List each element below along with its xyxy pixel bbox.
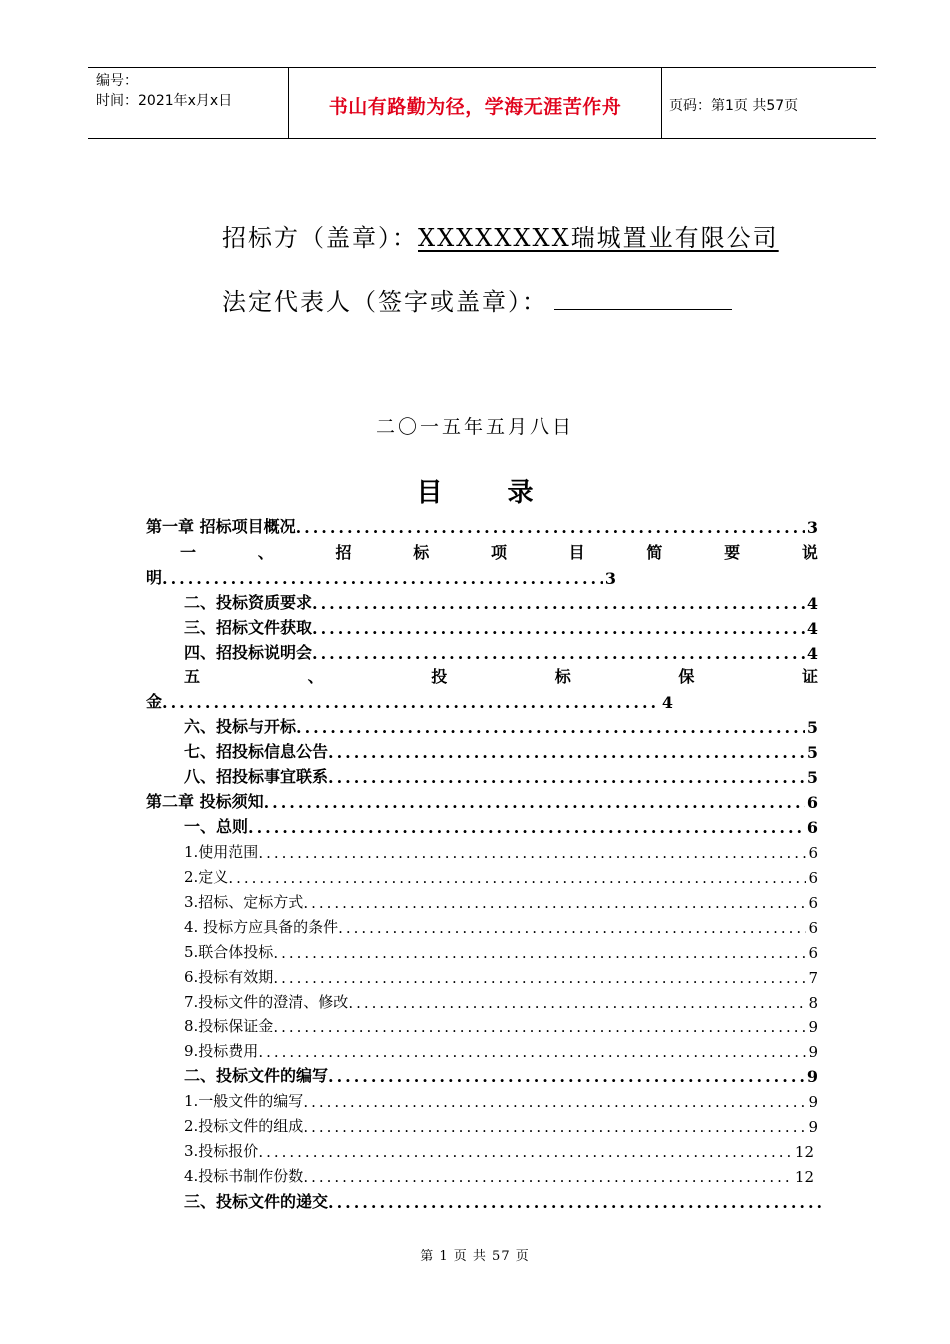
toc-entry[interactable] <box>146 512 818 537</box>
toc-entry-title: 三、招标文件获取 <box>184 618 313 637</box>
toc-entry-title: 三、投标文件的递交 <box>184 1192 329 1211</box>
toc-entry[interactable] <box>184 862 818 887</box>
toc-entry[interactable] <box>146 687 673 712</box>
toc-entry-page: 6 <box>808 844 818 862</box>
page-header <box>88 67 876 139</box>
toc-entry-title: 4. 投标方应具备的条件 <box>184 918 339 936</box>
tenderer-name: XXXXXXXX瑞城置业有限公司 <box>418 224 779 252</box>
toc-entry[interactable] <box>184 613 818 638</box>
toc-char: 标 <box>413 543 430 562</box>
toc-entry-title: 二、投标文件的编写 <box>184 1066 329 1085</box>
toc-leader <box>328 1067 805 1086</box>
toc-entry-title: 八、招投标事宜联系 <box>184 767 329 786</box>
toc-entry-title: 9.投标费用 <box>184 1042 259 1060</box>
legal-rep-line <box>222 282 732 317</box>
toc-entry-title: 一、总则 <box>184 817 249 836</box>
toc-entry-title: 金 <box>146 692 163 711</box>
toc-leader <box>328 768 805 787</box>
toc-char: 证 <box>801 667 818 686</box>
toc-entry-page: 6 <box>808 944 818 962</box>
toc-entry-title: 七、招投标信息公告 <box>184 742 329 761</box>
toc-entry-page: 12 <box>794 1168 814 1186</box>
toc-leader <box>162 693 660 712</box>
toc-entry-justified[interactable] <box>180 538 818 563</box>
toc-entry-page: 4 <box>806 619 818 638</box>
toc-entry[interactable] <box>184 1011 818 1036</box>
toc-char: 一 <box>180 543 197 562</box>
toc-entry-page: 9 <box>808 1093 818 1111</box>
toc-char: 招 <box>335 543 352 562</box>
toc-entry-page: 12 <box>794 1143 814 1161</box>
toc-entry-page: 9 <box>808 1043 818 1061</box>
toc-char: 要 <box>724 543 741 562</box>
header-page-cell <box>661 68 876 138</box>
toc-entry-page: 9 <box>808 1118 818 1136</box>
legal-rep-label: 法定代表人（签字或盖章）： <box>222 288 548 316</box>
toc-entry[interactable] <box>184 737 818 762</box>
toc-leader <box>328 743 805 762</box>
tenderer-line <box>222 218 779 253</box>
toc-entry-page: 4 <box>806 644 818 663</box>
toc-char: 目 <box>568 543 585 562</box>
toc-leader <box>258 1143 793 1161</box>
toc-entry-page: 9 <box>808 1018 818 1036</box>
toc-entry-title: 1.一般文件的编写 <box>184 1092 304 1110</box>
toc-leader <box>303 1168 793 1186</box>
toc-entry[interactable] <box>184 962 818 987</box>
toc-entry-page: 3 <box>604 569 616 588</box>
toc-leader <box>258 844 806 862</box>
toc-entry[interactable] <box>146 787 818 812</box>
toc-leader <box>338 919 806 937</box>
toc-leader <box>303 1118 806 1136</box>
toc-entry[interactable] <box>184 1036 818 1061</box>
toc-leader <box>248 818 805 837</box>
toc-entry[interactable] <box>184 1187 826 1212</box>
toc-leader <box>312 619 805 638</box>
toc-entry-page: 6 <box>808 894 818 912</box>
toc-leader <box>264 793 805 812</box>
toc-entry-page: 6 <box>808 919 818 937</box>
toc-leader <box>273 1018 806 1036</box>
toc-entry-title: 明 <box>146 568 163 587</box>
document-date: 二〇一五年五月八日 <box>375 416 574 438</box>
toc-entry-page: 5 <box>806 718 818 737</box>
toc-leader <box>228 869 806 887</box>
toc-entry[interactable] <box>184 937 818 962</box>
toc-entry-title: 二、投标资质要求 <box>184 593 313 612</box>
toc-entry[interactable] <box>184 912 818 937</box>
toc-entry[interactable] <box>184 1086 818 1111</box>
toc-entry[interactable] <box>146 563 616 588</box>
header-motto: 书山有路勤为径，学海无涯苦作舟 <box>328 96 622 118</box>
toc-char: 说 <box>801 543 818 562</box>
toc-entry-title: 1.使用范围 <box>184 843 259 861</box>
toc-entry-title: 3.投标报价 <box>184 1142 259 1160</box>
toc-entry[interactable] <box>184 812 818 837</box>
toc-leader <box>348 994 806 1012</box>
toc-entry-page: 6 <box>808 869 818 887</box>
document-number-label: 编号： <box>96 73 138 89</box>
signature-blank <box>554 287 732 310</box>
toc-entry-title: 第一章 招标项目概况 <box>146 517 296 536</box>
toc-entry-title: 5.联合体投标 <box>184 943 274 961</box>
toc-entry-page: 5 <box>806 743 818 762</box>
toc-entry[interactable] <box>184 588 818 613</box>
toc-entry[interactable] <box>184 987 818 1012</box>
toc-entry[interactable] <box>184 638 818 663</box>
toc-entry-page: 7 <box>808 969 818 987</box>
document-time: 时间：2021年x月x日 <box>96 93 233 109</box>
page-footer: 第 1 页 共 57 页 <box>420 1249 530 1264</box>
toc-entry-title: 2.定义 <box>184 868 229 886</box>
toc-entry-title: 六、投标与开标 <box>184 717 297 736</box>
toc-char: 、 <box>257 543 274 562</box>
toc-title: 目 录 <box>416 478 562 508</box>
toc-entry-page: 8 <box>808 994 818 1012</box>
toc-entry-title: 3.招标、定标方式 <box>184 893 304 911</box>
toc-leader <box>296 518 805 537</box>
toc-entry-title: 7.投标文件的澄清、修改 <box>184 993 349 1011</box>
toc-entry-page: 6 <box>806 818 818 837</box>
toc-entry[interactable] <box>184 1136 814 1161</box>
toc-entry-title: 6.投标有效期 <box>184 968 274 986</box>
toc-entry[interactable] <box>184 837 818 862</box>
toc-entry-page: 6 <box>806 793 818 812</box>
toc-entry-title: 2.投标文件的组成 <box>184 1117 304 1135</box>
toc-leader <box>258 1043 806 1061</box>
toc-char: 、 <box>307 667 324 686</box>
toc-entry-title: 四、招投标说明会 <box>184 643 313 662</box>
header-page-info: 页码：第1页 共57页 <box>669 98 799 114</box>
toc-leader <box>303 894 806 912</box>
toc-leader <box>162 569 603 588</box>
toc-entry-page: 4 <box>806 594 818 613</box>
toc-entry[interactable] <box>184 1111 818 1136</box>
toc-char: 简 <box>646 543 663 562</box>
header-meta <box>88 68 288 138</box>
toc-entry-title: 4.投标书制作份数 <box>184 1167 304 1185</box>
toc-entry[interactable] <box>184 762 818 787</box>
toc-entry-justified[interactable] <box>184 662 818 687</box>
toc-leader <box>328 1193 824 1212</box>
toc-char: 投 <box>431 667 448 686</box>
toc-char: 标 <box>554 667 571 686</box>
toc-entry-page: 9 <box>806 1067 818 1086</box>
toc-leader <box>312 644 805 663</box>
toc-leader <box>273 969 806 987</box>
toc-char: 五 <box>184 667 201 686</box>
toc-entry[interactable] <box>184 712 818 737</box>
toc-leader <box>273 944 806 962</box>
toc-entry-title: 8.投标保证金 <box>184 1017 274 1035</box>
toc-entry-page: 3 <box>806 518 818 537</box>
toc-char: 项 <box>490 543 507 562</box>
toc-entry[interactable] <box>184 887 818 912</box>
toc-entry-page: 4 <box>661 693 673 712</box>
toc-leader <box>303 1093 806 1111</box>
toc-entry-page: 5 <box>806 768 818 787</box>
tenderer-label: 招标方（盖章）： <box>222 224 418 252</box>
toc-char: 保 <box>678 667 695 686</box>
toc-entry[interactable] <box>184 1061 818 1086</box>
toc-entry-title: 第二章 投标须知 <box>146 792 264 811</box>
toc-leader <box>312 594 805 613</box>
toc-entry[interactable] <box>184 1161 814 1186</box>
toc-leader <box>296 718 805 737</box>
header-motto-cell <box>288 68 662 138</box>
